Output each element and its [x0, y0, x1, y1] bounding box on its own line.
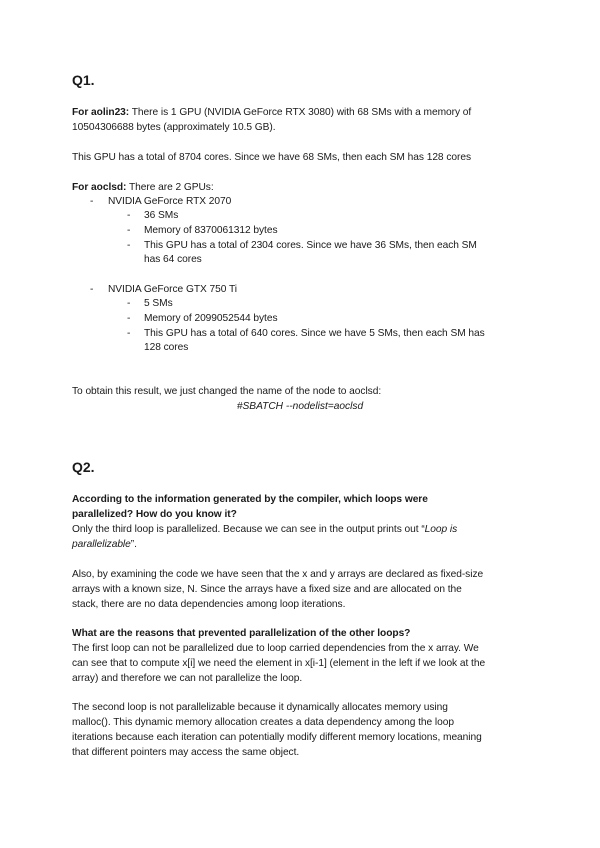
q2-heading: Q2. — [72, 459, 95, 475]
gpu-2-detail-3: This GPU has a total of 640 cores. Since we have 5 SMs, then each SM has — [144, 328, 485, 339]
gpu-2-dash: - — [90, 284, 94, 295]
answer-1 — [72, 522, 542, 552]
answer-1-quote-b: parallelizable — [72, 539, 131, 550]
gpu-1-name: NVIDIA GeForce RTX 2070 — [108, 196, 232, 207]
gpu-2-detail-1: 5 SMs — [144, 298, 173, 309]
aoclsd-line — [72, 180, 542, 195]
gpu-2-detail-2: Memory of 2099052544 bytes — [144, 313, 278, 324]
question-1-line-1: According to the information generated by the compiler, which loops were — [72, 494, 428, 505]
aoclsd-label: For aoclsd: — [72, 182, 127, 193]
gpu-1-detail-1: 36 SMs — [144, 210, 179, 221]
paragraph-2-line: stack, there are no data dependencies among loop iterations. — [72, 599, 346, 610]
aolin-paragraph — [72, 105, 542, 135]
cores-line: This GPU has a total of 8704 cores. Since we have 68 SMs, then each SM has 128 cores — [72, 152, 471, 163]
answer-1-end: ”. — [130, 539, 137, 550]
answer-1-quote-a: Loop is — [424, 524, 458, 535]
sbatch-command: #SBATCH --nodelist=aoclsd — [236, 401, 364, 412]
gpu-1-detail-1-dash: - — [127, 210, 131, 221]
gpu-1-detail-2-dash: - — [127, 225, 131, 236]
gpu-2-name: NVIDIA GeForce GTX 750 Ti — [108, 284, 237, 295]
answer-1-text: Only the third loop is parallelized. Because we can see in the output prints out “ — [72, 524, 425, 535]
aolin-label: For aolin23: — [72, 107, 130, 118]
paragraph-3 — [72, 641, 542, 686]
gpu-2-detail-3-dash: - — [127, 328, 131, 339]
question-2: What are the reasons that prevented parallelization of the other loops? — [72, 628, 411, 639]
paragraph-3-line: can see that to compute x[i] we need the element in x[i-1] (element in the left if we look at the — [72, 658, 486, 669]
gpu-2-detail-3-cont: 128 cores — [144, 342, 189, 353]
gpu-1-detail-3-dash: - — [127, 240, 131, 251]
obtain-text: To obtain this result, we just changed the name of the node to aoclsd: — [72, 386, 382, 397]
question-1-line-2: parallelized? How do you know it? — [72, 509, 237, 520]
gpu-1-dash: - — [90, 196, 94, 207]
gpu-2-detail-1-dash: - — [127, 298, 131, 309]
paragraph-2-line: Also, by examining the code we have seen that the x and y arrays are declared as fixed-size — [72, 569, 484, 580]
paragraph-2-line: arrays with a known size, N. Since the arrays have a fixed size and are allocated on the — [72, 584, 462, 595]
paragraph-3-line: array) and therefore we can not parallelize the loop. — [72, 673, 303, 684]
gpu-1-detail-3-cont: has 64 cores — [144, 254, 202, 265]
paragraph-2 — [72, 567, 542, 612]
question-1 — [72, 492, 542, 522]
gpu-2-detail-2-dash: - — [127, 313, 131, 324]
paragraph-3-line: The first loop can not be parallelized due to loop carried dependencies from the x array. We — [72, 643, 479, 654]
q1-heading: Q1. — [72, 72, 95, 88]
paragraph-4 — [72, 700, 542, 760]
paragraph-4-line: iterations because each iteration can potentially modify different memory locations, meaning — [72, 732, 482, 743]
aoclsd-text: There are 2 GPUs: — [128, 182, 214, 193]
paragraph-4-line: malloc(). This dynamic memory allocation creates a data dependency among the loop — [72, 717, 454, 728]
paragraph-4-line: that different pointers may access the same object. — [72, 747, 300, 758]
paragraph-4-line: The second loop is not parallelizable because it dynamically allocates memory using — [72, 702, 448, 713]
gpu-1-detail-3: This GPU has a total of 2304 cores. Since we have 36 SMs, then each SM — [144, 240, 477, 251]
aolin-text-2: 10504306688 bytes (approximately 10.5 GB). — [72, 122, 276, 133]
aolin-text-1: There is 1 GPU (NVIDIA GeForce RTX 3080) with 68 SMs with a memory of — [131, 107, 472, 118]
gpu-1-detail-2: Memory of 8370061312 bytes — [144, 225, 278, 236]
